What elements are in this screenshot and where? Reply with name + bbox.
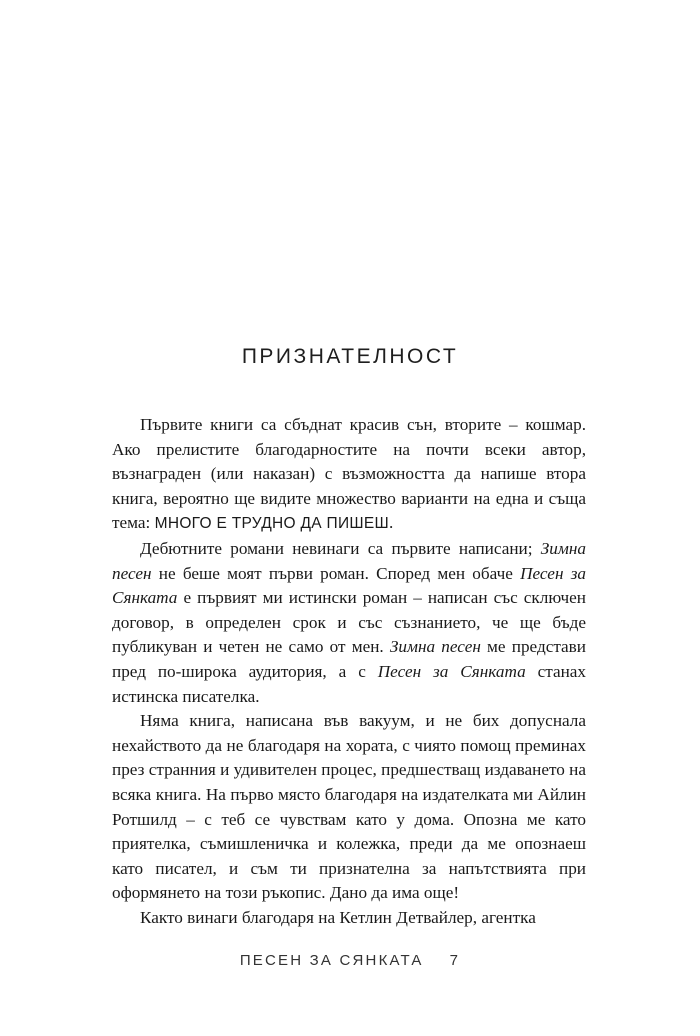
paragraph-1-end: . <box>389 513 394 533</box>
small-caps-emphasis: МНОГО Е ТРУДНО ДА ПИШЕШ <box>154 515 390 533</box>
paragraph-2-text-3: е първият ми истински роман – написан със сключен договор, в определен срок и със съзнанието, че ще бъде публикуван и четен не само от мен. <box>112 588 586 657</box>
paragraph-4: Както винаги благодаря на Кетлин Детвайлер, агентка <box>140 907 536 927</box>
book-title-italic: Зимна песен <box>112 538 586 583</box>
paragraph-1-text: Първите книги са сбъднат красив сън, вторите – кошмар. Ако прелистите благодарностите на почти всеки автор, възнаграден (или наказан) с възможността да напише втора книга, вероятно ще видите множество варианти на една и съща тема: <box>112 415 586 533</box>
book-title-italic: Песен за Сянката <box>377 661 526 681</box>
book-title-italic: Зимна песен <box>389 637 481 657</box>
paragraph-2-text-2: не беше моят първи роман. Според мен обаче <box>151 563 521 583</box>
paragraph-3: Няма книга, написана във вакуум, и не бих допуснала нехайството да не благодаря на хората, с чиято помощ преминах през странния и удивителен процес, предшестващ издаването на всяка книга. На първо място благодаря на издателката ми Айлин Ротшилд – с теб се чувствам като у дома. Опозна ме като приятелка, съмишленичка и колежка, преди да ме опознаеш като писател, и съм ти признателна за напътствията при оформянето на този ръкопис. Дано да има още! <box>112 711 586 903</box>
book-title-italic: Песен за Сянката <box>112 563 587 608</box>
page-number: 7 <box>449 952 461 969</box>
paragraph-1 <box>112 413 586 537</box>
paragraph-2-text-4: ме представи пред по-широка аудитория, а с <box>112 637 586 681</box>
paragraph-2 <box>112 537 586 709</box>
page-footer <box>0 952 700 969</box>
paragraph-2-text-5: станах истинска писателка. <box>112 661 586 706</box>
body-text <box>112 413 586 930</box>
chapter-title: ПРИЗНАТЕЛНОСТ <box>241 345 459 368</box>
running-footer-title: ПЕСЕН ЗА СЯНКАТА <box>239 952 424 969</box>
paragraph-2-text-1: Дебютните романи невинаги са първите написани; <box>140 538 541 558</box>
